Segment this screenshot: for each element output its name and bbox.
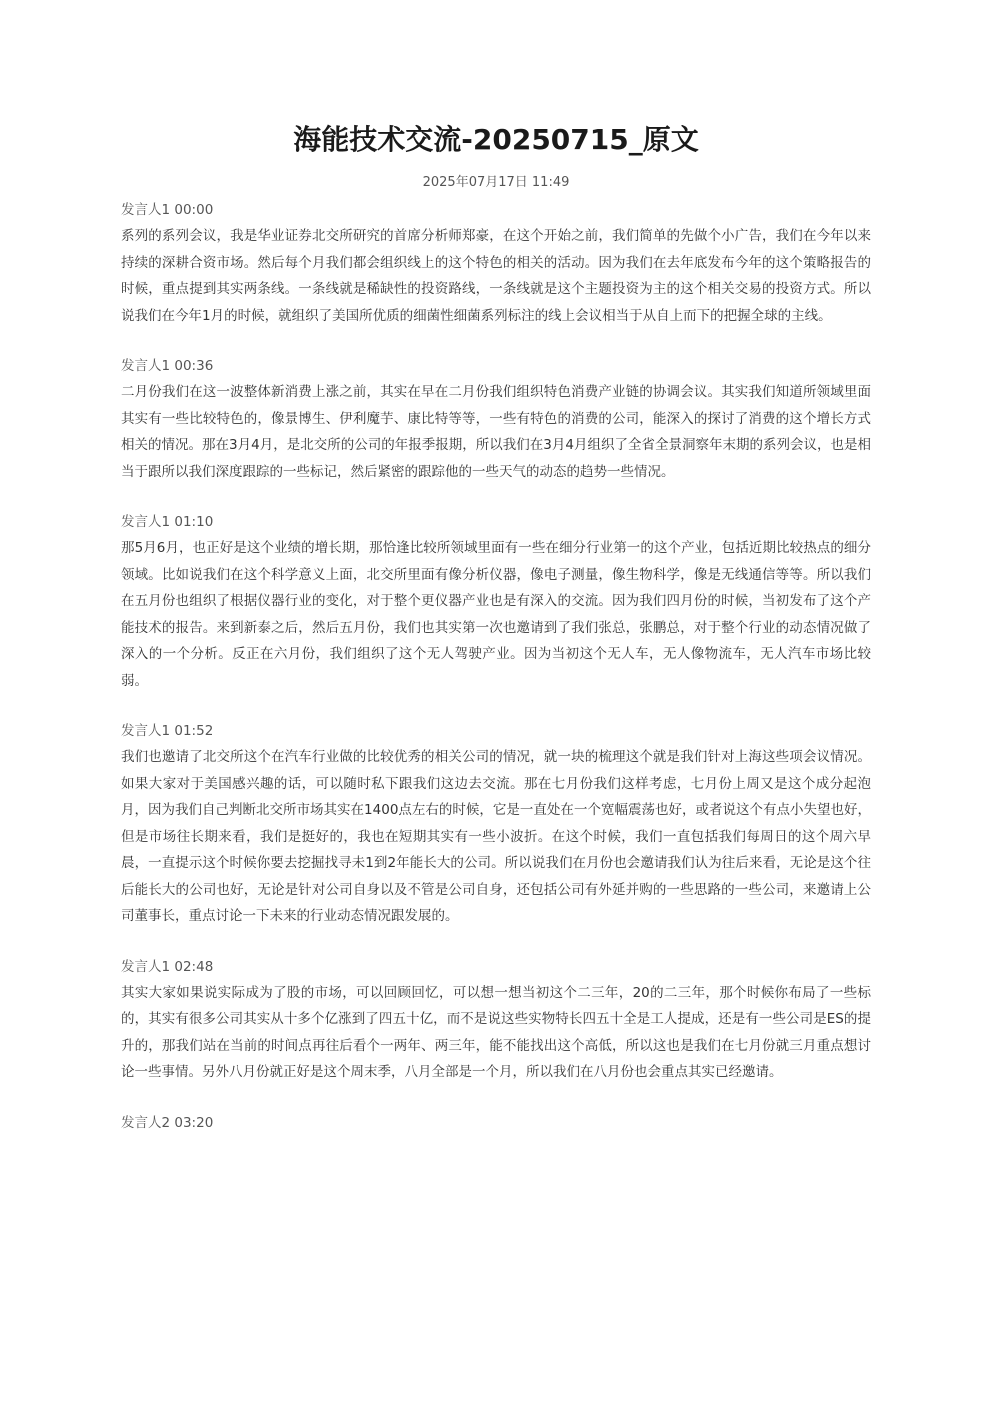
speech-text: 我们也邀请了北交所这个在汽车行业做的比较优秀的相关公司的情况，就一块的梳理这个就是我们针对上海这些项会议情况。如果大家对于美国感兴趣的话，可以随时私下跟我们这边去交流。那在七月份我们这样考虑，七月份上周又是这个成分起泡月，因为我们自己判断北交所市场其实在1400点左右的时候，它是一直处在一个宽幅震荡也好，或者说这个有点小失望也好，但是市场往长期来看，我们是挺好的，我也在短期其实有一些小波折。在这个时候，我们一直包括我们每周日的这个周六早晨，一直提示这个时候你要去挖掘找寻未1到2年能长大的公司。所以说我们在月份也会邀请我们认为往后来看，无论是这个往后能长大的公司也好，无论是针对公司自身以及不管是公司自身，还包括公司有外延并购的一些思路的一些公司，来邀请上公司董事长，重点讨论一下未来的行业动态情况跟发展的。 — [121, 749, 871, 924]
speaker-label: 发言人1 00:36 — [121, 358, 214, 374]
transcript-section — [121, 720, 871, 930]
transcript-section — [121, 199, 871, 329]
speaker-label: 发言人2 03:20 — [121, 1114, 214, 1131]
speaker-label: 发言人1 01:10 — [121, 514, 214, 530]
transcript-section — [121, 956, 871, 1086]
document-title: 海能技术交流-20250715_原文 — [293, 123, 699, 156]
speech-text: 系列的系列会议，我是华业证券北交所研究的首席分析师郑豪，在这个开始之前，我们简单的先做个小广告，我们在今年以来持续的深耕合资市场。然后每个月我们都会组织线上的这个特色的相关的活动。因为我们在去年底发布今年的这个策略报告的时候，重点提到其实两条线。一条线就是稀缺性的投资路线，一条线就是这个主题投资为主的这个相关交易的投资方式。所以说我们在今年1月的时候，就组织了美国所优质的细菌性细菌系列标注的线上会议相当于从自上而下的把握全球的主线。 — [121, 228, 871, 324]
speaker-label: 发言人1 01:52 — [121, 723, 214, 739]
speaker-label: 发言人1 02:48 — [121, 958, 214, 975]
transcript-body — [121, 199, 871, 1160]
transcript-section — [121, 1112, 871, 1134]
speech-text: 二月份我们在这一波整体新消费上涨之前，其实在早在二月份我们组织特色消费产业链的协调会议。其实我们知道所领域里面其实有一些比较特色的，像景博生、伊利魔芋、康比特等等，一些有特色的消费的公司，能深入的探讨了消费的这个增长方式相关的情况。那在3月4月，是北交所的公司的年报季报期，所以我们在3月4月组织了全省全景洞察年末期的系列会议，也是相当于跟所以我们深度跟踪的一些标记，然后紧密的跟踪他的一些天气的动态的趋势一些情况。 — [121, 384, 871, 480]
speaker-label: 发言人1 00:00 — [121, 202, 214, 218]
speech-text: 那5月6月，也正好是这个业绩的增长期，那恰逢比较所领域里面有一些在细分行业第一的这个产业，包括近期比较热点的细分领域。比如说我们在这个科学意义上面，北交所里面有像分析仪器，像电子测量，像生物科学，像是无线通信等等。所以我们在五月份也组织了根据仪器行业的变化，对于整个更仪器产业也是有深入的交流。因为我们四月份的时候，当初发布了这个产能技术的报告。来到新泰之后，然后五月份，我们也其实第一次也邀请到了我们张总，张鹏总，对于整个行业的动态情况做了深入的一个分析。反正在六月份，我们组织了这个无人驾驶产业。因为当初这个无人车，无人像物流车，无人汽车市场比较弱。 — [121, 540, 871, 689]
transcript-section — [121, 355, 871, 485]
speech-text: 其实大家如果说实际成为了股的市场，可以回顾回忆，可以想一想当初这个二三年，20的二三年，那个时候你布局了一些标的，其实有很多公司其实从十多个亿涨到了四五十亿，而不是说这些实物特长四五十全是工人提成，还是有一些公司是ES的提升的，那我们站在当前的时间点再往后看个一两年、两三年，能不能找出这个高低，所以这也是我们在七月份就三月重点想讨论一些事情。另外八月份就正好是这个周末季，八月全部是一个月，所以我们在八月份也会重点其实已经邀请。 — [121, 984, 871, 1080]
transcript-section — [121, 511, 871, 694]
document-date: 2025年07月17日 11:49 — [422, 175, 570, 190]
